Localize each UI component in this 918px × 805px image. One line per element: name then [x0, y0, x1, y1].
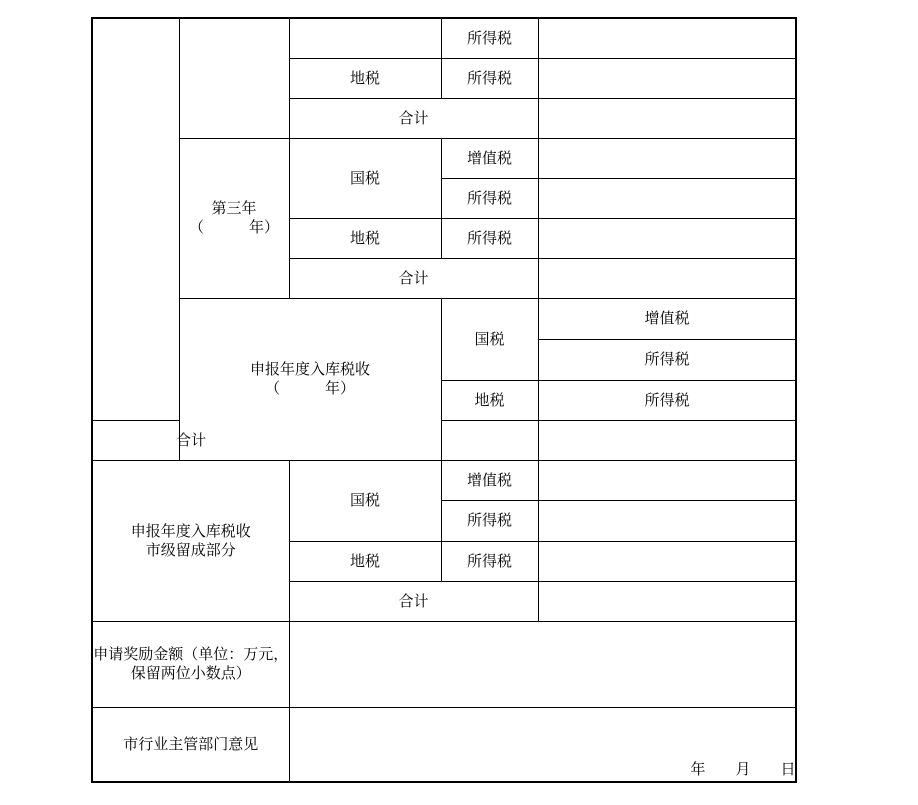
declare-year-tax-line1: 申报年度入库税收	[249, 360, 370, 378]
blank-cell	[289, 18, 441, 58]
total-label: 合计	[289, 581, 538, 621]
value-cell[interactable]	[441, 420, 538, 460]
reward-amount-line2: 保留两位小数点）	[130, 664, 251, 682]
table-row	[92, 138, 796, 178]
value-cell[interactable]	[538, 138, 796, 178]
national-tax-label: 国税	[441, 298, 538, 380]
blank-cell	[92, 18, 179, 420]
value-cell[interactable]	[538, 541, 796, 581]
value-cell[interactable]	[538, 500, 796, 541]
year3-label	[179, 138, 289, 298]
table-row	[92, 18, 796, 58]
table-row	[92, 707, 796, 782]
local-tax-label: 地税	[289, 58, 441, 98]
table-row	[92, 298, 796, 339]
national-tax-label: 国税	[289, 138, 441, 218]
income-tax-label: 所得税	[441, 178, 538, 218]
declare-year-tax-line2: （ 年）	[264, 379, 355, 397]
vat-label: 增值税	[441, 138, 538, 178]
value-cell[interactable]	[538, 460, 796, 500]
year3-line1: 第三年	[211, 199, 257, 217]
value-cell[interactable]	[538, 218, 796, 258]
value-cell[interactable]	[538, 258, 796, 298]
local-tax-label: 地税	[289, 218, 441, 258]
declare-city-share-label	[92, 460, 289, 621]
income-tax-label: 所得税	[441, 541, 538, 581]
total-label: 合计	[92, 420, 289, 460]
local-tax-label: 地税	[289, 541, 441, 581]
vat-label: 增值税	[441, 460, 538, 500]
value-cell[interactable]	[538, 581, 796, 621]
tax-form-table	[91, 17, 797, 783]
table-row	[92, 460, 796, 500]
total-label: 合计	[289, 258, 538, 298]
income-tax-label: 所得税	[538, 380, 796, 420]
reward-amount-label	[92, 621, 289, 707]
reward-amount-line1: 申请奖励金额（单位：万元，	[93, 645, 289, 663]
vat-label: 增值税	[538, 298, 796, 339]
local-tax-label: 地税	[441, 380, 538, 420]
declare-city-share-line1: 申报年度入库税收	[130, 521, 251, 540]
value-cell[interactable]	[538, 178, 796, 218]
value-cell[interactable]	[538, 18, 796, 58]
income-tax-label: 所得税	[441, 218, 538, 258]
declare-city-share-line2: 市级留成部分	[145, 540, 236, 559]
blank-cell	[179, 18, 289, 138]
income-tax-label: 所得税	[441, 500, 538, 541]
income-tax-label: 所得税	[441, 58, 538, 98]
table-row	[92, 420, 796, 460]
reward-amount-value[interactable]	[289, 621, 796, 707]
income-tax-label: 所得税	[441, 18, 538, 58]
date-label: 年 月 日	[690, 760, 796, 778]
value-cell[interactable]	[538, 58, 796, 98]
table-row	[92, 621, 796, 707]
national-tax-label: 国税	[289, 460, 441, 541]
total-label: 合计	[289, 98, 538, 138]
year3-line2: （ 年）	[188, 218, 279, 236]
income-tax-label: 所得税	[538, 339, 796, 380]
value-cell[interactable]	[538, 98, 796, 138]
dept-opinion-value[interactable]	[289, 707, 796, 782]
dept-opinion-label: 市行业主管部门意见	[92, 707, 289, 782]
